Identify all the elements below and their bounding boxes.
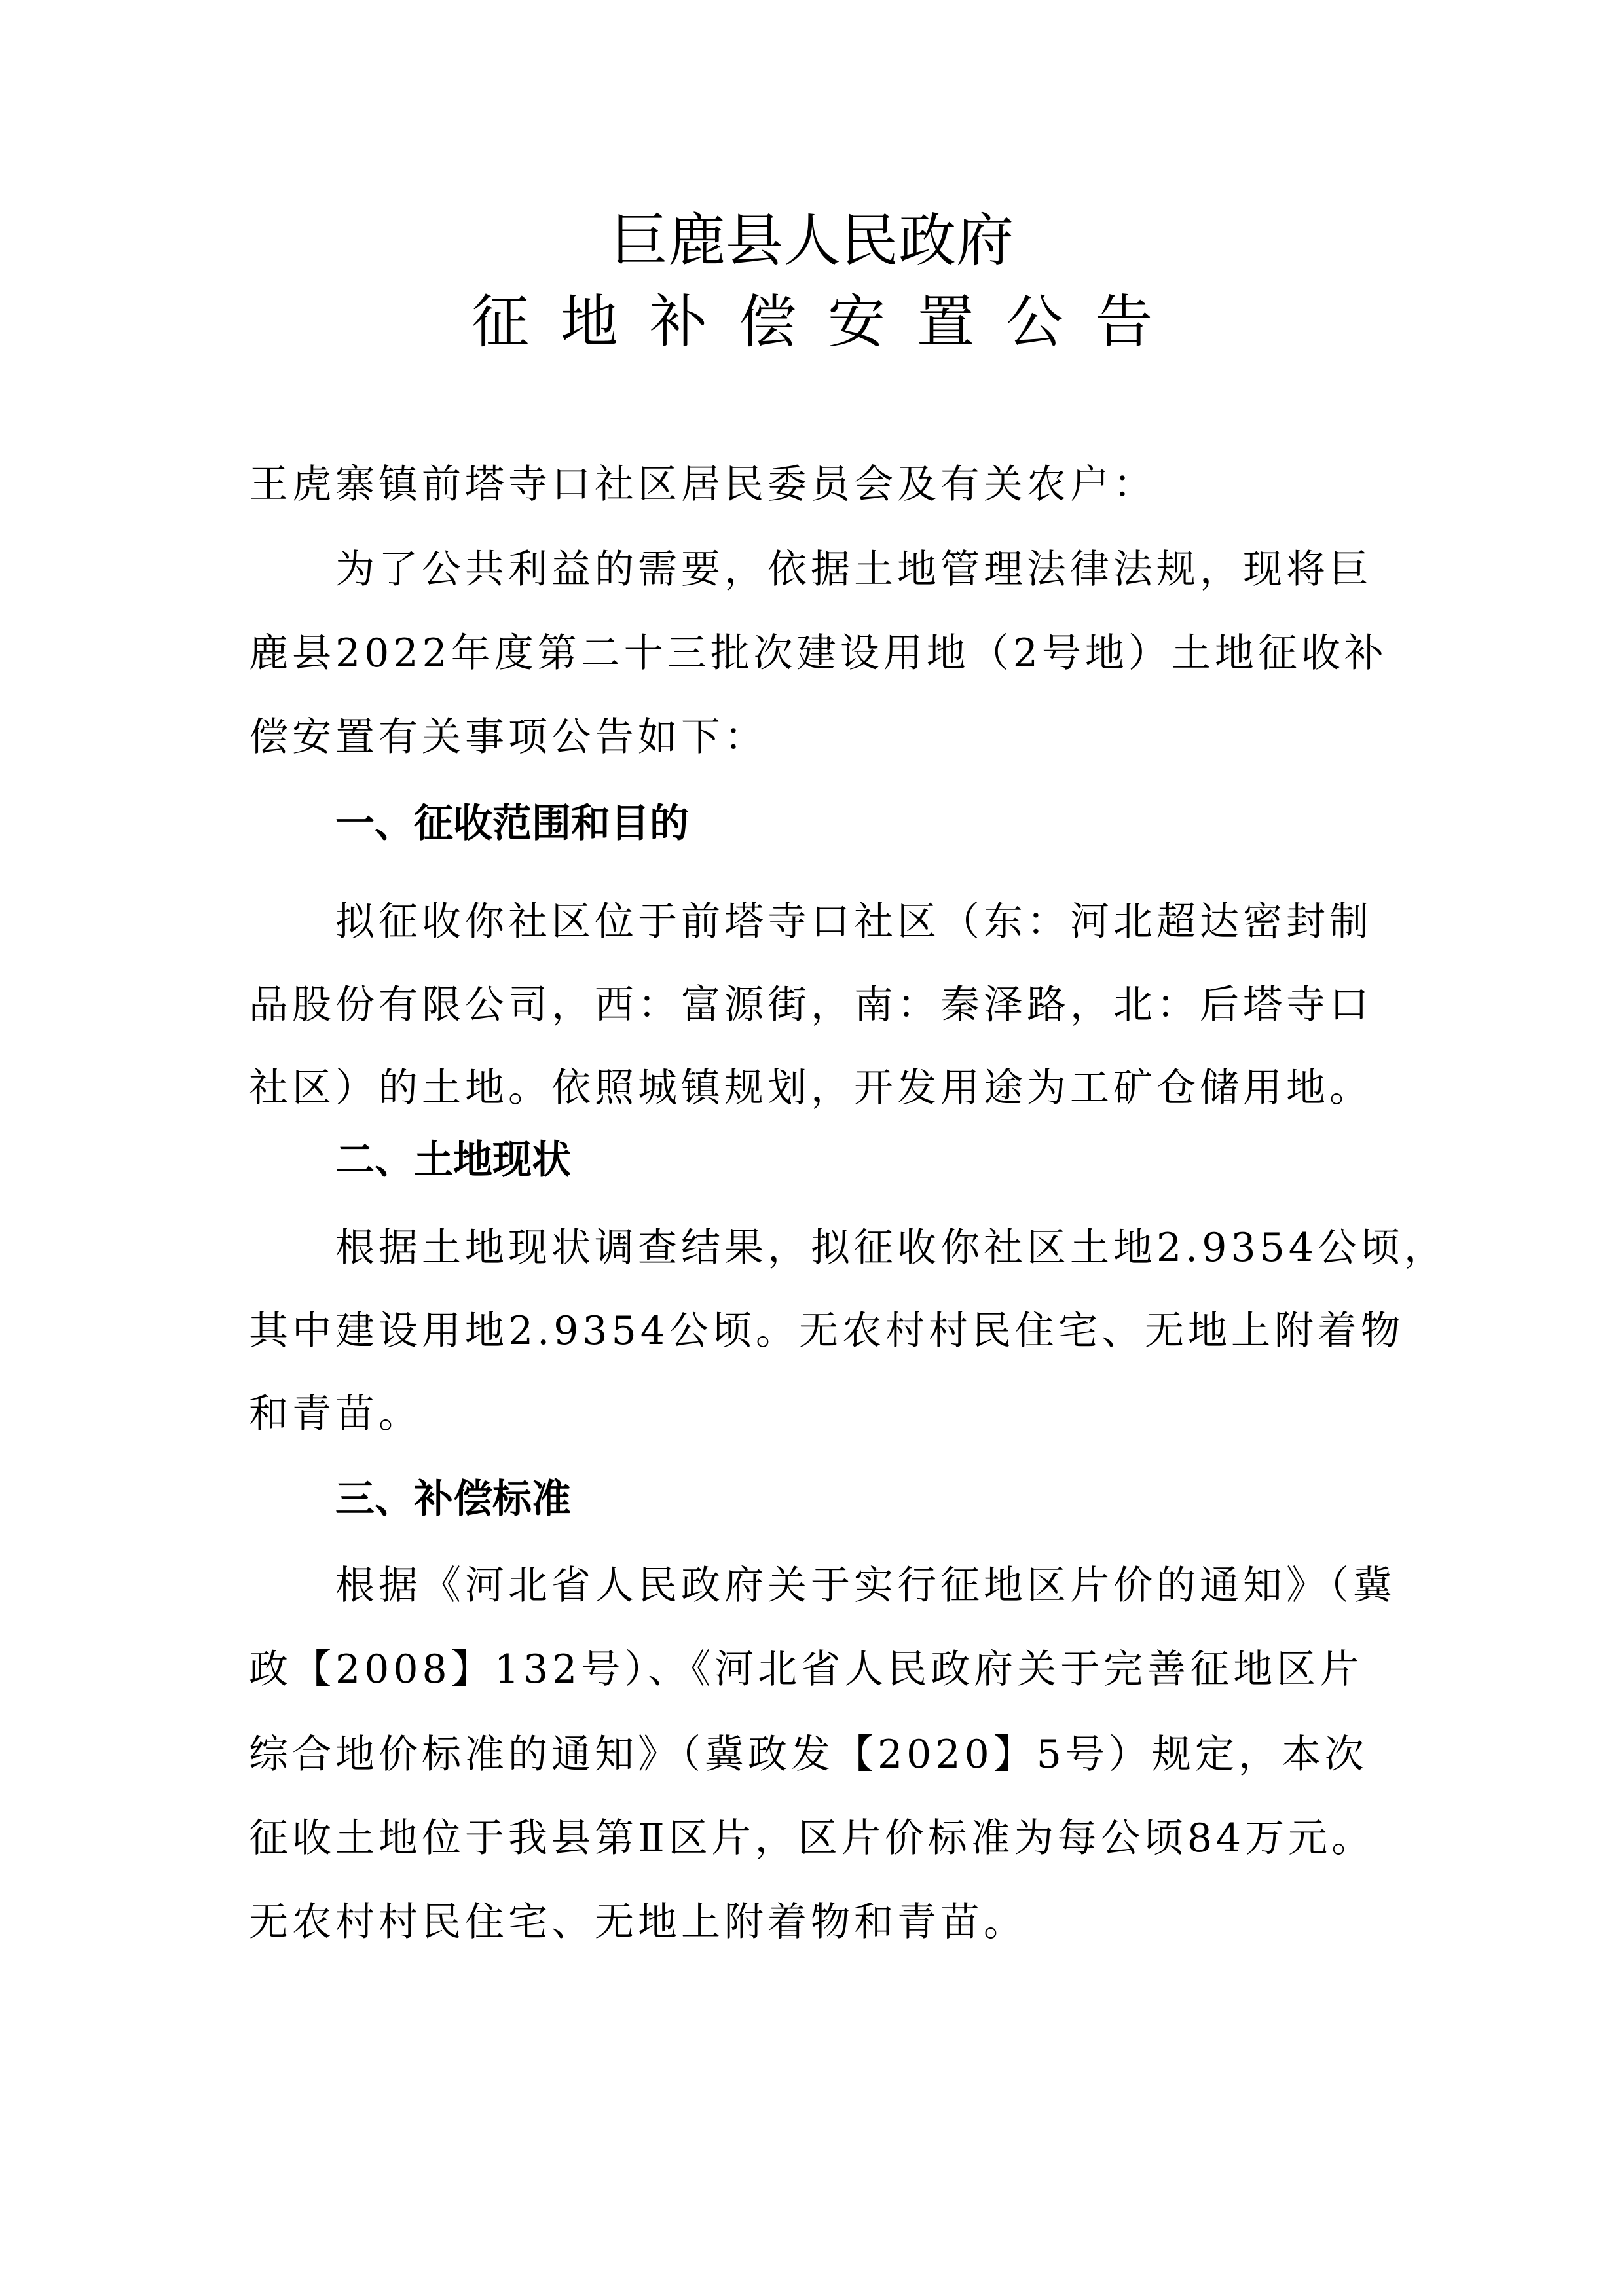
section-scope-line: 拟征收你社区位于前塔寺口社区（东：河北超达密封制 — [335, 899, 1373, 945]
section-heading-land-status: 二、土地现状 — [335, 1137, 571, 1183]
salutation: 王虎寨镇前塔寺口社区居民委员会及有关农户： — [249, 462, 1156, 507]
document-title-issuer: 巨鹿县人民政府 — [610, 207, 1014, 274]
document-title-subject: 征地补偿安置公告 — [471, 288, 1184, 355]
section-heading-compensation: 三、补偿标准 — [335, 1476, 571, 1522]
section-land-status-line: 和青苗。 — [249, 1391, 422, 1437]
section-land-status-line: 根据土地现状调查结果，拟征收你社区土地2.9354公顷， — [335, 1225, 1447, 1271]
section-scope-line: 社区）的土地。依照城镇规划，开发用途为工矿仓储用地。 — [249, 1065, 1373, 1111]
section-scope-line: 品股份有限公司，西：富源街，南：秦泽路，北：后塔寺口 — [249, 982, 1373, 1028]
intro-line: 鹿县2022年度第二十三批次建设用地（2号地）土地征收补 — [249, 630, 1388, 676]
section-compensation-line: 无农村村民住宅、无地上附着物和青苗。 — [249, 1899, 1027, 1945]
section-compensation-line: 政【2008】132号）、《河北省人民政府关于完善征地区片 — [249, 1647, 1363, 1692]
section-land-status-line: 其中建设用地2.9354公顷。无农村村民住宅、无地上附着物 — [249, 1308, 1404, 1354]
section-heading-scope: 一、征收范围和目的 — [335, 801, 689, 847]
section-compensation-line: 根据《河北省人民政府关于实行征地区片价的通知》（冀 — [335, 1563, 1396, 1609]
intro-line: 为了公共利益的需要，依据土地管理法律法规，现将巨 — [335, 547, 1373, 592]
section-compensation-line: 综合地价标准的通知》（冀政发【2020】5号）规定，本次 — [249, 1732, 1368, 1777]
section-compensation-line: 征收土地位于我县第Ⅱ区片，区片价标准为每公顷84万元。 — [249, 1815, 1375, 1861]
intro-line: 偿安置有关事项公告如下： — [249, 714, 767, 760]
